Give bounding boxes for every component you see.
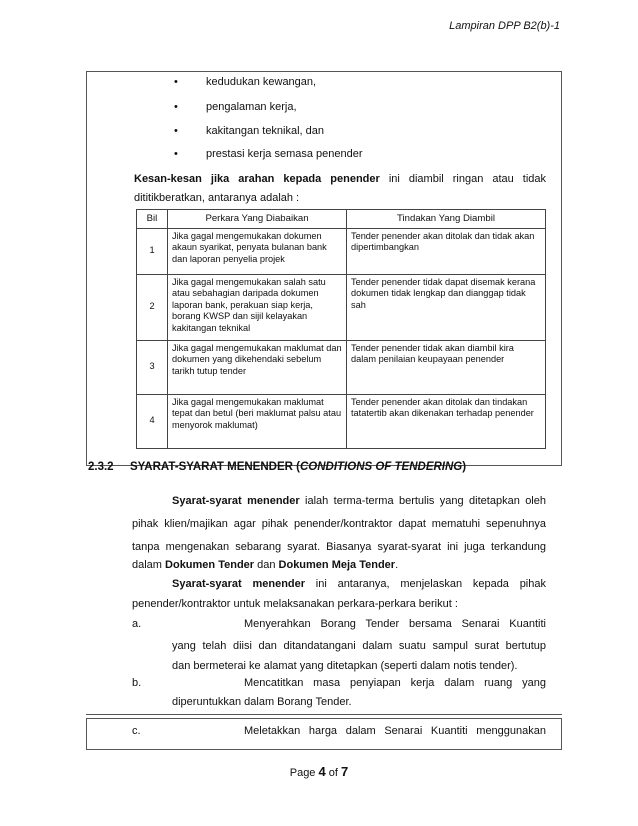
para1-line3: tanpa mengenakan sebarang syarat. Biasanya syarat-syarat ini juga terkandung: [132, 541, 546, 553]
table-row: 2 Jika gagal mengemukakan salah satu atau sebahagian daripada dokumen laporan bank, perakuan siap kerja, borang KWSP dan sijil kelayakan kakitangan teknikal Tender penender tidak dapat disemak kerana dokumen tidak lengkap dan dianggap tidak sah: [137, 274, 546, 340]
para1-line1: Syarat-syarat menender ialah terma-terma bertulis yang ditetapkan oleh: [172, 495, 546, 507]
para2-line2: penender/kontraktor untuk melaksanakan perkara-perkara berikut :: [132, 598, 458, 610]
item-b-line2: diperuntukkan dalam Borang Tender.: [172, 696, 352, 708]
consequences-table: [136, 209, 546, 449]
item-a-line2: yang telah diisi dan ditandatangani dalam suatu sampul surat bertutup: [172, 640, 546, 652]
col-header-bil: Bil: [137, 210, 168, 229]
section-number: 2.3.2: [88, 461, 114, 473]
page-footer: Page 4 of 7: [289, 764, 349, 779]
item-a-line3: dan bermeterai ke alamat yang ditetapkan (seperti dalam notis tender).: [172, 660, 518, 672]
col-header-tindakan: Tindakan Yang Diambil: [347, 210, 546, 229]
item-b-label: b.: [132, 677, 142, 689]
section-title: SYARAT-SYARAT MENENDER (CONDITIONS OF TENDERING): [130, 461, 467, 473]
item-a-line1: Menyerahkan Borang Tender bersama Senarai Kuantiti: [244, 618, 546, 630]
item-c-line1: Meletakkan harga dalam Senarai Kuantiti menggunakan: [244, 725, 546, 737]
kesan-line1: Kesan-kesan jika arahan kepada penender ini diambil ringan atau tidak: [134, 173, 547, 185]
para1-line4: dalam Dokumen Tender dan Dokumen Meja Tender.: [132, 559, 399, 571]
item-a-label: a.: [132, 618, 142, 630]
item-c-label: c.: [132, 725, 141, 737]
item-b-line1: Mencatitkan masa penyiapan kerja dalam ruang yang: [244, 677, 546, 689]
kesan-line2: dititikberatkan, antaranya adalah :: [134, 192, 300, 204]
frame-rule: [86, 714, 562, 715]
table-row: 4 Jika gagal mengemukakan maklumat tepat dan betul (beri maklumat palsu atau menyorok maklumat) Tender penender akan ditolak dan tindakan tatatertib akan dikenakan terhadap penender: [137, 394, 546, 448]
para2-line1: Syarat-syarat menender ini antaranya, menjelaskan kepada pihak: [172, 578, 546, 590]
para1-line2: pihak klien/majikan agar pihak penender/kontraktor dapat mematuhi sepenuhnya: [132, 518, 546, 530]
table-row: 3 Jika gagal mengemukakan maklumat dan dokumen yang dikehendaki sebelum tarikh tutup tender Tender penender tidak akan diambil kira dalam penilaian keupayaan penender: [137, 340, 546, 394]
table-row: 1 Jika gagal mengemukakan dokumen akaun syarikat, penyata bulanan bank dan laporan penyelia projek Tender penender akan ditolak dan tidak akan dipertimbangkan: [137, 228, 546, 274]
col-header-perkara: Perkara Yang Diabaikan: [168, 210, 347, 229]
page-header: Lampiran DPP B2(b)-1: [449, 20, 560, 32]
